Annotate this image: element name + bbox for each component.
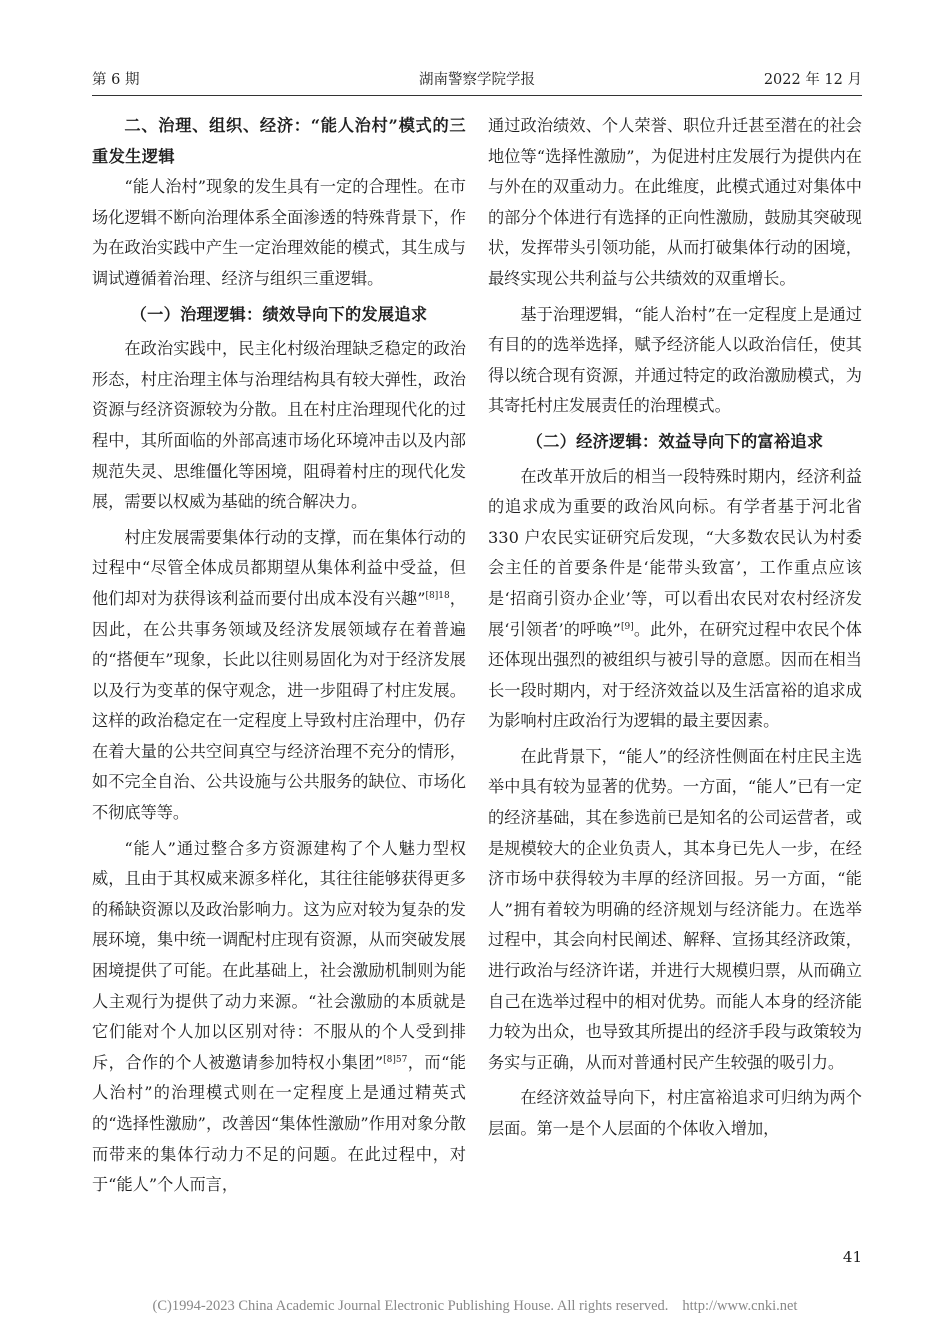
section-heading: 二、治理、组织、经济：“能人治村”模式的三重发生逻辑 [92,116,466,166]
cnki-link[interactable]: http://www.cnki.net [682,1298,798,1314]
running-header [92,70,862,94]
issue-date: 2022 年 12 月 [763,72,862,88]
subsection-heading-1: （一）治理逻辑：绩效导向下的发展追求 [130,304,428,324]
paragraph: “能人”通过整合多方资源建构了个人魅力型权威，且由于其权威来源多样化，其往往能够获得更多的稀缺资源以及政治影响力。这为应对较为复杂的发展环境，集中统一调配村庄现有资源，从而突破发展困境提供了可能。在此基础上，社会激励机制则为能人主观行为提供了动力来源。“社会激励的本质就是它们能对个人加以区别对待：不服从的个人受到排斥，合作的个人被邀请参加特权小集团”$^{[8]57}$，而“能人治村”的治理模式则在一定程度上是通过精英式的“选择性激励”，改善因“集体性激励”作用对象分散而带来的集体行动力不足的问题。在此过程中，对于“能人”个人而言， [92,838,466,1195]
paragraph: 村庄发展需要集体行动的支撑，而在集体行动的过程中“尽管全体成员都期望从集体利益中受益，但他们却对为获得该利益而要付出成本没有兴趣”$^{[8]18}$，因此，在公共事务领域及经济发展领域存在着普遍的“搭便车”现象，长此以往则易固化为对于经济发展以及行为变革的保守观念，进一步阻碍了村庄发展。这样的政治稳定在一定程度上导致村庄治理中，仍存在着大量的公共空间真空与经济治理不充分的情形，如不完全自治、公共设施与公共服务的缺位、市场化不彻底等等。 [92,527,466,823]
page-number: 41 [842,1248,862,1266]
issue-label: 第 6 期 [92,72,140,88]
paragraph: 在此背景下，“能人”的经济性侧面在村庄民主选举中具有较为显著的优势。一方面，“能人”已有一定的经济基础，其在参选前已是知名的公司运营者，或是规模较大的企业负责人，其本身已先人一步，在经济市场中获得较为丰厚的经济回报。另一方面，“能人”拥有着较为明确的经济规划与经济能力。在选举过程中，其会向村民阐述、解释、宣扬其经济政策，进行政治与经济许诺，并进行大规模归票，从而确立自己在选举过程中的相对优势。而能人本身的经济能力较为出众，也导致其所提出的经济手段与政策较为务实与正确，从而对普通村民产生较强的吸引力。 [488,746,862,1072]
paragraph-continued: 通过政治绩效、个人荣誉、职位升迁甚至潜在的社会地位等“选择性激励”，为促进村庄发展行为提供内在与外在的双重动力。在此维度，此模式通过对集体中的部分个体进行有选择的正向性激励，鼓励其突破现状，发挥带头引领功能，从而打破集体行动的困境，最终实现公共利益与公共绩效的双重增长。 [488,116,862,288]
paragraph: 在改革开放后的相当一段特殊时期内，经济利益的追求成为重要的政治风向标。有学者基于河北省 330 户农民实证研究后发现，“大多数农民认为村委会主任的首要条件是‘能带头致富’，工作重点应该是‘招商引资办企业’等，可以看出农民对农村经济发展‘引领者’的呼唤”[9]。此外，在研究过程中农民个体还体现出强烈的被组织与被引导的意愿。因而在相当长一段时期内，对于经济效益以及生活富裕的追求成为影响村庄政治行为逻辑的最主要因素。 [488,466,862,731]
right-column [488,111,862,1145]
header-divider [92,95,862,96]
left-column [92,111,466,1201]
journal-title: 湖南警察学院学报 [419,72,535,88]
citation-ref: [8]18 [425,590,450,601]
citation-ref: [8]57 [383,1054,408,1065]
subsection-heading-2: （二）经济逻辑：效益导向下的富裕追求 [526,431,824,451]
section-intro: “能人治村”现象的发生具有一定的合理性。在市场化逻辑不断向治理体系全面渗透的特殊背景下，作为在政治实践中产生一定治理效能的模式，其生成与调试遵循着治理、经济与组织三重逻辑。 [92,177,466,288]
copyright-footer [0,1298,950,1315]
citation-ref: [9] [620,621,634,632]
paragraph: 在经济效益导向下，村庄富裕追求可归纳为两个层面。第一是个人层面的个体收入增加， [488,1088,862,1138]
copyright-text: (C)1994-2023 China Academic Journal Electronic Publishing House. All rights reserved. [152,1298,669,1314]
paragraph: 基于治理逻辑，“能人治村”在一定程度上是通过有目的的选举选择，赋予经济能人以政治信任，使其得以统合现有资源，并通过特定的政治激励模式，为其寄托村庄发展责任的治理模式。 [488,304,862,416]
paragraph: 在政治实践中，民主化村级治理缺乏稳定的政治形态，村庄治理主体与治理结构具有较大弹性，政治资源与经济资源较为分散。且在村庄治理现代化的过程中，其所面临的外部高速市场化环境冲击以及内部规范失灵、思维僵化等困境，阻碍着村庄的现代化发展，需要以权威为基础的统合解决力。 [92,339,466,512]
